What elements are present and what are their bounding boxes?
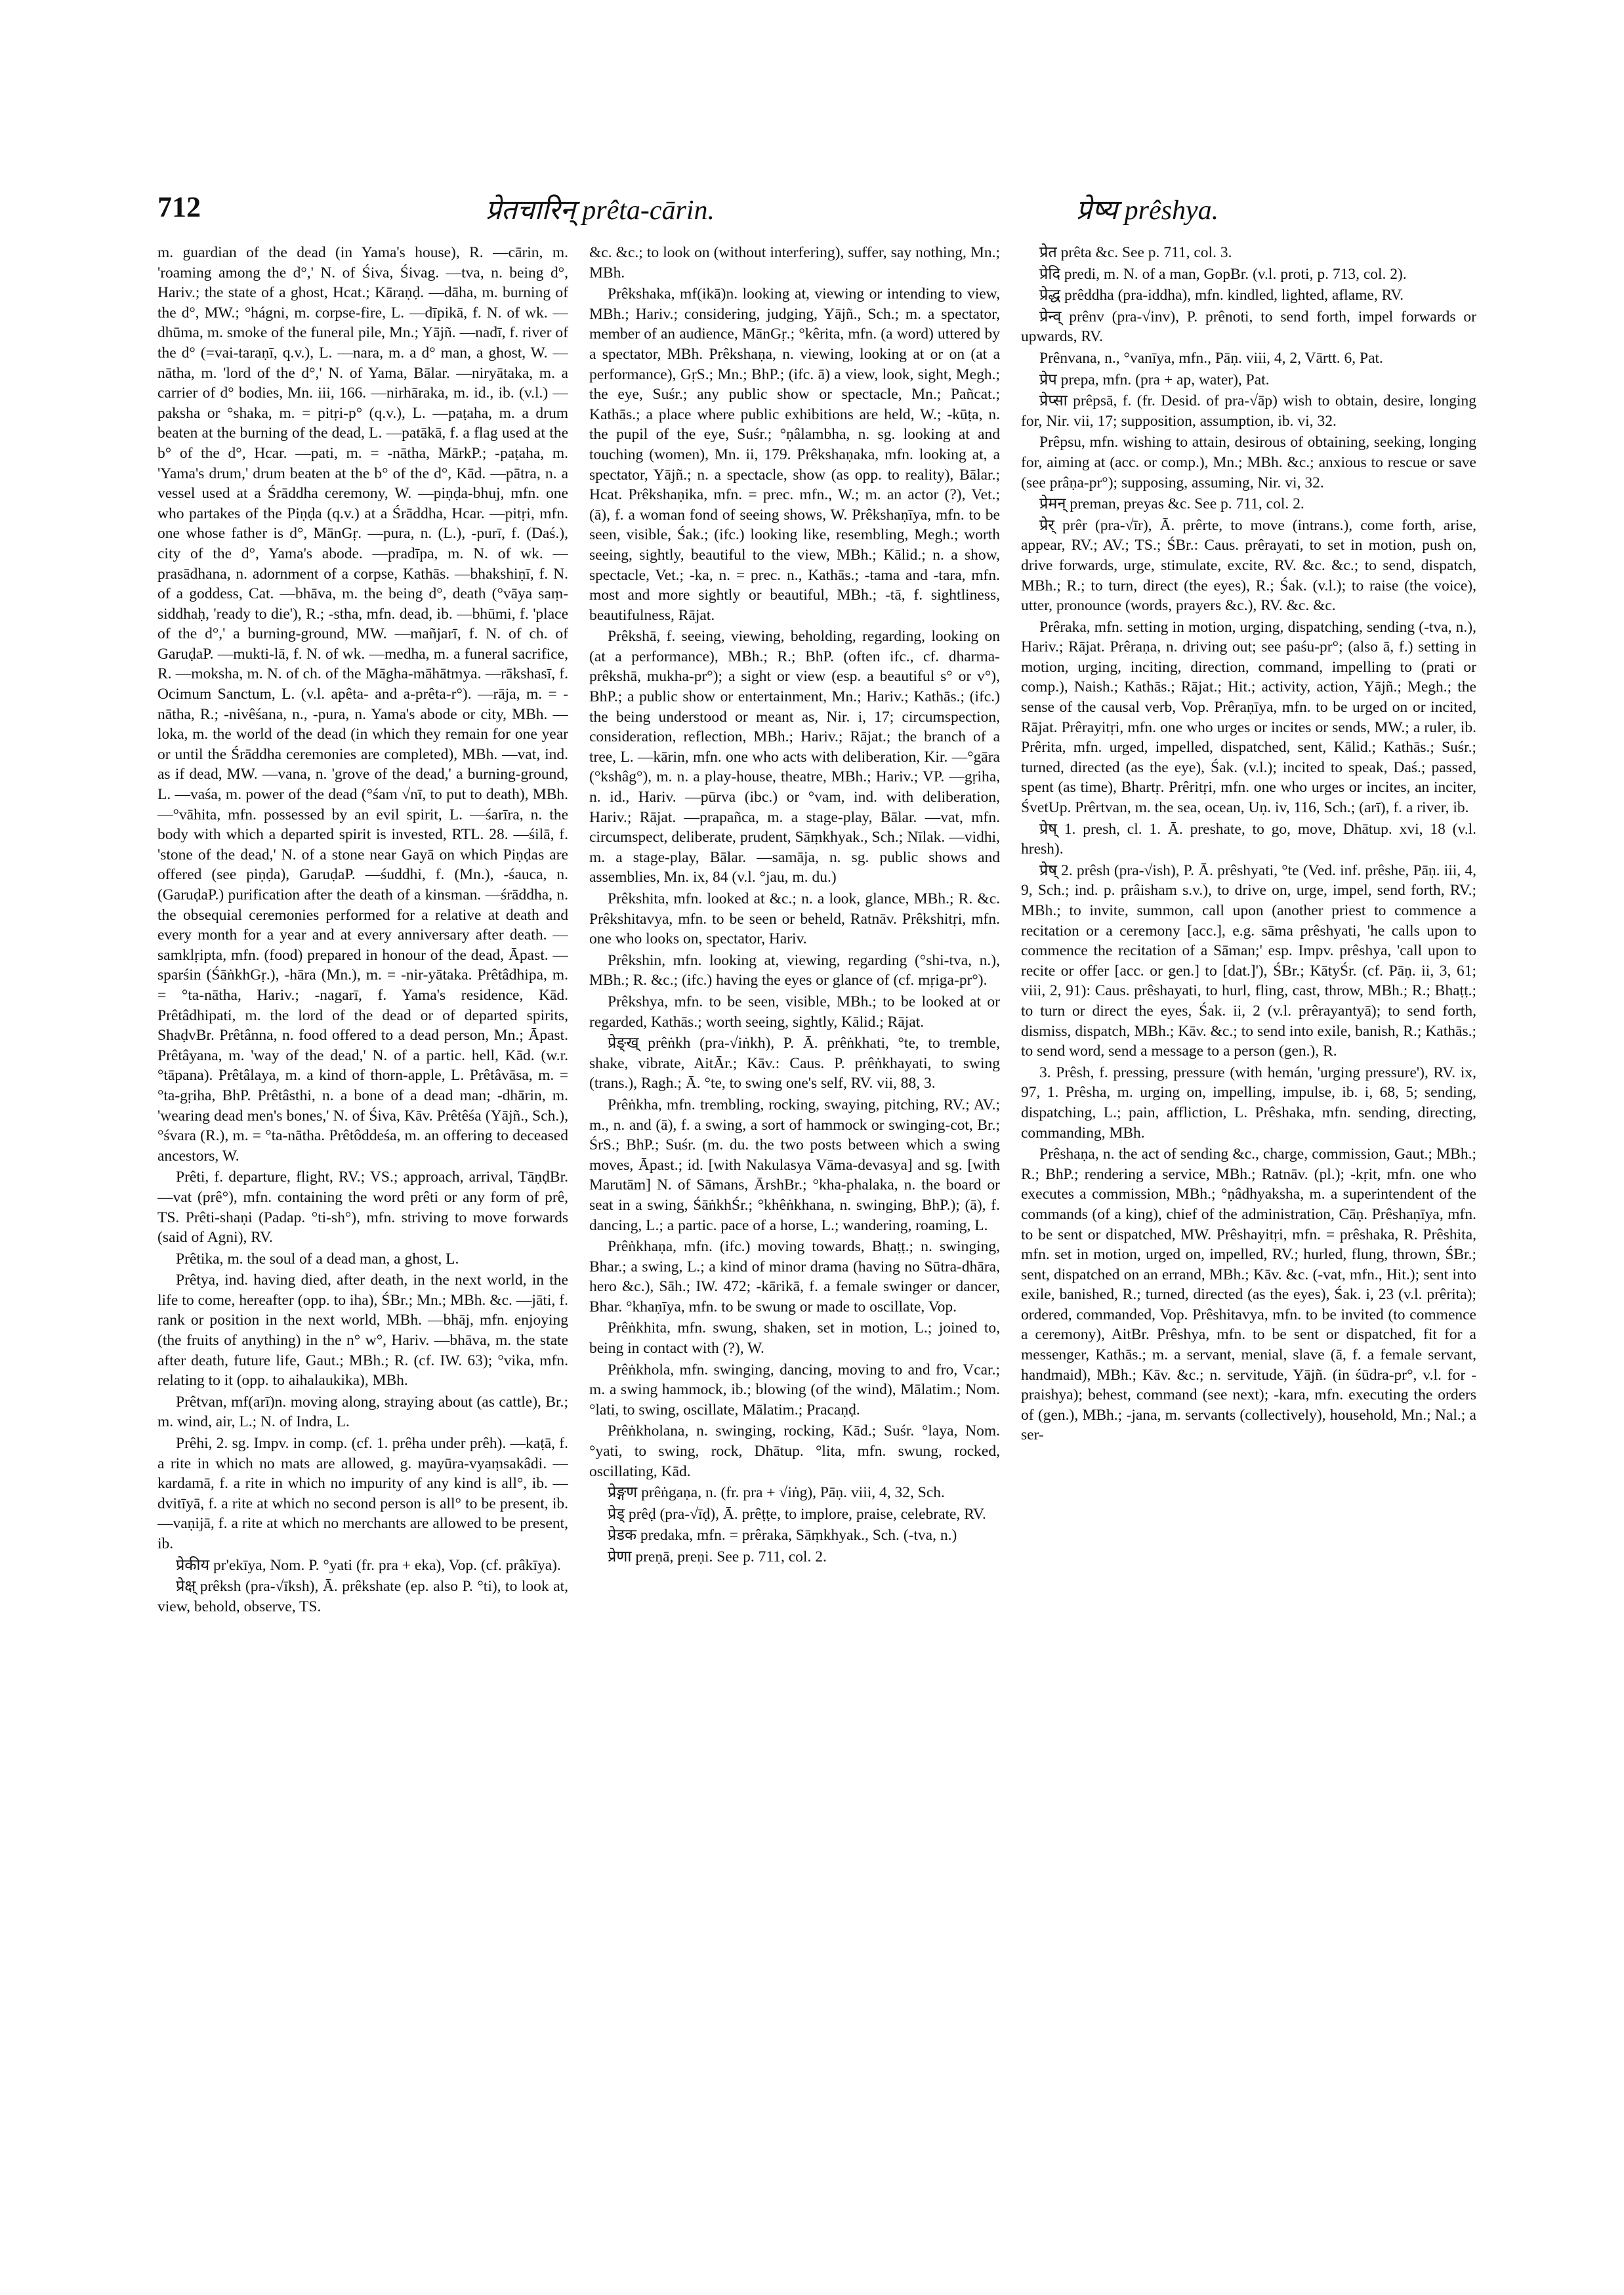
dictionary-entry: प्रेत prêta &c. See p. 711, col. 3. [1039, 244, 1232, 261]
dictionary-entry: 3. Prêsh, f. pressing, pressure (with hemán, 'urging pressure'), RV. ix, 97, 1. Prêsha, m. urging on, impelling, impulse, ib. i, 68, 5; sending, dispatching, L.; pain, affliction, L. Prêshaka, mfn. sending, directing, commanding, MBh. [1021, 1064, 1476, 1142]
dictionary-entry: प्रेदि predi, m. N. of a man, GopBr. (v.l. proti, p. 713, col. 2). [1039, 265, 1407, 283]
dictionary-entry: Prêkshaka, mf(ikā)n. looking at, viewing or intending to view, MBh.; Hariv.; considering, judging, Yājñ., Sch.; m. a spectator, member of an audience, MānGṛ.; °kêrita, mfn. (a word) uttered by a spectator, MBh. Prêkshaṇa, n. viewing, looking at or on (at a performance), GṛS.; Mn.; BhP.; (ifc. ā) a view, look, sight, Megh.; the eye, Suśr.; any public show or spectacle, Mn.; Pañcat.; Kathās.; a place where public exhibitions are held, W.; -kūṭa, n. the pupil of the eye, Suśr.; °ṇâlambha, n. sg. looking at and touching (women), Mn. ii, 179. Prêkshaṇaka, mfn. looking at, a spectator, Yājñ.; n. a spectacle, show (as opp. to reality), Bālar.; Hcat. Prêkshaṇika, mfn. = prec. mfn., W.; m. an actor (?), Vet.; (ā), f. a woman fond of seeing shows, W. Prêkshaṇīya, mfn. to be seen, visible, Śak.; (ifc.) looking like, resembling, Megh.; worth seeing, sightly, beautiful to the view, MBh.; Kālid.; n. a show, spectacle, Vet.; -ka, n. = prec. n., Kathās.; -tama and -tara, mfn. most and more sightly or beautiful, MBh.; -tā, f. sightliness, beautifulness, Rājat. [589, 285, 1000, 624]
dictionary-entry: प्रेक्ष् prêksh (pra-√īksh), Ā. prêkshate (ep. also P. °ti), to look at, view, behold, observe, TS. [157, 1578, 568, 1615]
dictionary-entry: Prêti, f. departure, flight, RV.; VS.; approach, arrival, TāṇḍBr. —vat (prê°), mfn. containing the word prêti or any form of prê, TS. Prêti-shaṇi (Padap. °ti-sh°), mfn. striving to move forwards (said of Agni), RV. [157, 1168, 568, 1247]
dictionary-entry: Prêraka, mfn. setting in motion, urging, dispatching, sending (-tva, n.), Hariv.; Rājat. Prêraṇa, n. driving out; see paśu-pr°; (also ā, f.) setting in motion, urging, inciting, direction, command, impelling to (prati or comp.), Naish.; Kathās.; Rājat.; Hit.; activity, action, Yājñ.; Megh.; the sense of the causal verb, Vop. Prêraṇīya, mfn. to be urged on or incited, Rājat. Prêrayitṛi, mfn. one who urges or incites or sends, MW.; a ruler, ib. Prêrita, mfn. urged, impelled, dispatched, sent, Kālid.; Kathās.; Suśr.; turned, directed (as the eye), Śak. (v.l.); incited to speak, Daś.; passed, spent (as time), Bhartṛ. Prêritṛi, mfn. one who urges or incites, an inciter, ŚvetUp. Prêrtvan, m. the sea, ocean, Uṇ. iv, 116, Sch.; (arī), f. a river, ib. [1021, 618, 1476, 817]
dictionary-entry: Prêkshya, mfn. to be seen, visible, MBh.; to be looked at or regarded, Kathās.; worth seeing, sightly, Kālid.; Rājat. [589, 993, 1000, 1031]
dictionary-entry: Prêṅkhaṇa, mfn. (ifc.) moving towards, Bhaṭṭ.; n. swinging, Bhar.; a swing, L.; a kind of minor drama (having no Sūtra-dhāra, hero &c.), Sāh.; IW. 472; -kārikā, f. a female swinger or dancer, Bhar. °khaṇīya, mfn. to be swung or made to oscillate, Vop. [589, 1238, 1000, 1315]
dictionary-entry: प्रेद्ध prêddha (pra-iddha), mfn. kindled, lighted, aflame, RV. [1039, 287, 1404, 304]
dictionary-entry: प्रेप prepa, mfn. (pra + ap, water), Pat. [1039, 371, 1270, 388]
dictionary-entry: Prêṅkhita, mfn. swung, shaken, set in motion, L.; joined to, being in contact with (?), W. [589, 1319, 1000, 1357]
dictionary-entry: प्रेणा preṇā, preṇi. See p. 711, col. 2. [608, 1548, 827, 1565]
dictionary-entry: Prênvana, n., °vanīya, mfn., Pāṇ. viii, 4, 2, Vārtt. 6, Pat. [1039, 349, 1383, 367]
dictionary-entry: Prêpsu, mfn. wishing to attain, desirous of obtaining, seeking, longing for, aiming at (acc. or comp.), Mn.; MBh. &c.; anxious to rescue or save (see prâṇa-pr°); supposing, assuming, Nir. vi, 32. [1021, 434, 1476, 491]
page-header [157, 190, 1476, 230]
dictionary-entry: प्रेङ्ख् prêṅkh (pra-√iṅkh), P. Ā. prêṅkhati, °te, to tremble, shake, vibrate, AitĀr.; Kāv.: Caus. P. prêṅkhayati, to swing (trans.), Ragh.; Ā. °te, to swing one's self, RV. vii, 88, 3. [589, 1035, 1000, 1092]
dictionary-entry: &c. &c.; to look on (without interfering), suffer, say nothing, Mn.; MBh. [589, 244, 1000, 281]
dictionary-entry: Prêṅkha, mfn. trembling, rocking, swaying, pitching, RV.; AV.; m., n. and (ā), f. a swing, a sort of hammock or swinging-cot, Br.; ŚrS.; BhP.; Suśr. (m. du. the two posts between which a swing moves, Āpast.; id. [with Nakulasya Vāma-devasya] and sg. [with Marutām] N. of Sāmans, ĀrshBr.; °kha-phalaka, n. the board or seat in a swing, ŚāṅkhŚr.; °khêṅkhana, n. swinging, BhP.); (ā), f. dancing, L.; a partic. pace of a horse, L.; wandering, roaming, L. [589, 1096, 1000, 1234]
dictionary-entry: Prêhi, 2. sg. Impv. in comp. (cf. 1. prêha under prêh). —kaṭā, f. a rite in which no mats are allowed, g. mayūra-vyaṃsakâdi. —kardamā, f. a rite in which no impurity of any kind is all°, ib. —dvitīyā, f. a rite at which no second person is all° to be present, ib. —vaṇijā, f. a rite at which no merchants are allowed to be present, ib. [157, 1435, 568, 1552]
dictionary-entry: Prêṅkholana, n. swinging, rocking, Kād.; Suśr. °laya, Nom. °yati, to swing, rock, Dhātup. °lita, mfn. swung, rocked, oscillating, Kād. [589, 1422, 1000, 1480]
column-3 [1021, 243, 1476, 2264]
dictionary-entry: Prêtvan, mf(arī)n. moving along, straying about (as cattle), Br.; m. wind, air, L.; N. of Indra, L. [157, 1393, 568, 1431]
dictionary-entry: Prêkshā, f. seeing, viewing, beholding, regarding, looking on (at a performance), MBh.; R.; BhP. (often ifc., cf. dharma-prêkshā, mukha-pr°); a sight or view (esp. a beautiful s° or v°), BhP.; a public show or entertainment, Mn.; Hariv.; Kathās.; (ifc.) the being understood or meant as, Nir. i, 17; circumspection, consideration, reflection, MBh.; Hariv.; Rājat.; the branch of a tree, L. —kārin, mfn. one who acts with deliberation, Kir. —°gāra (°kshâg°), m. n. a play-house, theatre, MBh.; Hariv.; VP. —gṛiha, n. id., Hariv. —pūrva (ibc.) or °vam, ind. with deliberation, Hariv.; Rājat. —prapañca, m. a stage-play, Bālar. —vat, mfn. circumspect, deliberate, prudent, Sāṃkhyak., Sch.; Nīlak. —vidhi, m. a stage-play, Bālar. —samāja, n. sg. public shows and assemblies, Mn. ix, 84 (v.l. °jau, m. du.) [589, 628, 1000, 886]
dictionary-entry: प्रेष् 1. presh, cl. 1. Ā. preshate, to go, move, Dhātup. xvi, 18 (v.l. hresh). [1021, 820, 1476, 858]
dictionary-entry: Prêkshita, mfn. looked at &c.; n. a look, glance, MBh.; R. &c. Prêkshitavya, mfn. to be seen or beheld, Ratnāv. Prêkshitṛi, mfn. one who looks on, spectator, Hariv. [589, 890, 1000, 948]
dictionary-entry: प्रेर् prêr (pra-√īr), Ā. prêrte, to move (intrans.), come forth, arise, appear, RV.; AV.; TS.; ŚBr.: Caus. prêrayati, to set in motion, push on, drive forwards, urge, stimulate, excite, RV. &c. &c.; to send, dispatch, MBh.; R.; to turn, direct (the eyes), R.; Śak. (v.l.); to raise (the voice), utter, pronounce (words, prayers &c.), RV. &c. &c. [1021, 516, 1476, 615]
dictionary-entry: प्रेष् 2. prêsh (pra-√ish), P. Ā. prêshyati, °te (Ved. inf. prêshe, Pāṇ. iii, 4, 9, Sch.; ind. p. prâisham s.v.), to drive on, urge, impel, send forth, RV.; MBh.; to invite, summon, call upon (another priest to commence a recitation or a ceremony [acc.], e.g. sāma prêshyati, 'he calls upon to commence the recitation of a Sāman;' esp. Impv. prêshya, 'call upon to recite or offer [acc. or gen.] to [dat.]'), ŚBr.; KātyŚr. (cf. Pāṇ. ii, 3, 61; viii, 2, 91): Caus. prêshayati, to hurl, fling, cast, throw, MBh.; R.; Bhaṭṭ.; to turn or direct the eyes, Śak. ii, 2 (v.l. prêrayantyā); to send forth, dismiss, dispatch, MBh.; Kāv. &c.; to send into exile, banish, R.; Kathās.; to send word, send a message to a person (gen.), R. [1021, 861, 1476, 1060]
dictionary-entry: Prêṅkhola, mfn. swinging, dancing, moving to and fro, Vcar.; m. a swing hammock, ib.; blowing (of the wind), Mālatim.; Nom. °lati, to swing, oscillate, Mālatim.; Pracaṇḍ. [589, 1361, 1000, 1418]
dictionary-entry: Prêkshin, mfn. looking at, viewing, regarding (°shi-tva, n.), MBh.; R. &c.; (ifc.) having the eyes or glance of (cf. mṛiga-pr°). [589, 951, 1000, 989]
column-1 [157, 243, 568, 2264]
dictionary-entry: प्रेप्सा prêpsā, f. (fr. Desid. of pra-√āp) wish to obtain, desire, longing for, Nir. vii, 17; supposition, assumption, ib. vi, 32. [1021, 392, 1476, 430]
dictionary-entry: प्रेड् prêḍ (pra-√īḍ), Ā. prêṭṭe, to implore, praise, celebrate, RV. [608, 1505, 986, 1523]
dictionary-entry: प्रेकीय pr'ekīya, Nom. P. °yati (fr. pra + eka), Vop. (cf. prâkīya). [176, 1556, 561, 1574]
dictionary-entry: प्रेमन् preman, preyas &c. See p. 711, col. 2. [1039, 495, 1304, 513]
dictionary-entry: Prêshaṇa, n. the act of sending &c., charge, commission, Gaut.; MBh.; R.; BhP.; rendering a service, MBh.; Ratnāv. (pl.); -kṛit, mfn. one who executes a commission, MBh.; °ṇâdhyaksha, m. a superintendent of the commands (of a king), chief of the administration, Cāṇ. Prêshaṇīya, mfn. to be sent or dispatched, MW. Prêshayitṛi, mfn. = prêshaka, R. Prêshita, mfn. set in motion, urged on, impelled, RV.; hurled, flung, thrown, ŚBr.; sent, dispatched on an errand, MBh.; Kāv. &c. (-vat, mfn., Hit.); sent into exile, banished, R.; turned, directed (as the eyes), Śak. i, 23 (v.l. prêrita); ordered, commanded, Vop. Prêshitavya, mfn. to be invited (to commence a ceremony), AitBr. Prêshya, mfn. to be sent or dispatched, fit for a messenger, Kathās.; m. a servant, menial, slave (ā, f. a female servant, handmaid), MBh.; Kāv. &c.; n. servitude, Yājñ. (in śūdra-pr°, v.l. for -praishya); behest, command (see next); -kara, mfn. executing the orders of (gen.), MBh.; -jana, m. servants (collectively), household, Mn.; Nal.; a ser- [1021, 1146, 1476, 1444]
left-guide-word: प्रेतचारिन् prêta-cārin. [486, 196, 715, 226]
dictionary-entry: प्रेन्व् prênv (pra-√inv), P. prênoti, to send forth, impel forwards or upwards, RV. [1021, 308, 1476, 346]
page-number: 712 [157, 191, 201, 223]
dictionary-entry: m. guardian of the dead (in Yama's house), R. —cārin, m. 'roaming among the d°,' N. of Śiva, Śivag. —tva, n. being d°, Hariv.; the state of a ghost, Hcat.; Kāraṇḍ. —dāha, m. burning of the d°, MW.; °hágni, m. corpse-fire, L. —dīpikā, f. N. of wk. —dhūma, m. smoke of the funeral pile, Mn.; Yājñ. —nadī, f. river of the d° (=vai-taraṇī, q.v.), L. —nara, m. a d° man, a ghost, W. —nātha, m. 'lord of the d°,' N. of Yama, Bālar. —niryātaka, m. a carrier of d° bodies, Mn. iii, 166. —nirhāraka, m. id., ib. (v.l.) —paksha or °shaka, m. = pitṛi-p° (q.v.), L. —paṭaha, m. a drum beaten at the burning of the dead, L. —patākā, f. a flag used at the b° of the d°, Hcar. —pati, m. = -nātha, MārkP.; -paṭaha, m. 'Yama's drum,' drum beaten at the b° of the d°, Kād. —pātra, n. a vessel used at a Śrāddha ceremony, W. —piṇḍa-bhuj, mfn. one who partakes of the Piṇḍa (q.v.) at a Śrāddha, Hcar. —pitṛi, mfn. one whose father is d°, MānGṛ. —pura, n. (L.), -purī, f. (Daś.), city of the d°, Yama's abode. —pradīpa, m. N. of wk. —prasādhana, n. adornment of a corpse, Kathās. —bhakshiṇī, f. N. of a goddess, Cat. —bhāva, m. the being d°, death (°vāya saṃ-siddhaḥ, 'ready to die'), R.; -stha, mfn. dead, ib. —bhūmi, f. 'place of the d°,' a burning-ground, MW. —mañjarī, f. N. of ch. of GaruḍaP. —mukti-lā, f. N. of wk. —medha, m. a funeral sacrifice, R. —moksha, m. N. of ch. of the Māgha-māhātmya. —rākshasī, f. Ocimum Sanctum, L. (v.l. apêta- and a-prêta-r°). —rāja, m. = -nātha, R.; -nivêśana, n., -pura, n. Yama's abode or city, MBh. —loka, m. the world of the dead (in which they remain for one year or until the Śrāddha ceremonies are completed), MBh. —vat, ind. as if dead, MW. —vana, n. 'grove of the dead,' a burning-ground, L. —vaśa, m. power of the dead (°śam √nī, to put to death), MBh. —°vāhita, mfn. possessed by an evil spirit, L. —śarīra, n. the body with which a departed spirit is invested, RTL. 28. —śilā, f. 'stone of the dead,' N. of a stone near Gayā on which Piṇḍas are offered (see piṇḍa), GaruḍaP. —śuddhi, f. (Mn.), -śauca, n. (GaruḍaP.) purification after the death of a kinsman. —śrāddha, n. the obsequial ceremonies performed for a relative at death and every month for a year and at every anniversary after death. —samklṛipta, mfn. (food) prepared in honour of the dead, Āpast. —sparśin (ŚāṅkhGṛ.), -hāra (Mn.), m. = -nir-yātaka. Prêtâdhipa, m. = °ta-nātha, Hariv.; -nagarī, f. Yama's residence, Kād. Prêtâdhipati, m. the lord of the dead or of departed spirits, ShaḍvBr. Prêtânna, n. food offered to a dead person, Mn.; Āpast. Prêtâyana, m. 'way of the dead,' N. of a partic. hell, Kād. (w.r. °tāpana). Prêtâlaya, m. a kind of thorn-apple, L. Prêtâvāsa, m. = °ta-gṛiha, BhP. Prêtâsthi, n. a bone of a dead man; -dhārin, m. 'wearing dead men's bones,' N. of Śiva, Kāv. Prêtêśa (Yājñ., Sch.), °śvara (R.), m. = °ta-nātha. Prêtôddeśa, m. an offering to deceased ancestors, W. [157, 244, 568, 1165]
dictionary-entry: प्रेडक predaka, mfn. = prêraka, Sāṃkhyak., Sch. (-tva, n.) [608, 1527, 957, 1544]
right-guide-word: प्रेष्य prêshya. [1076, 196, 1219, 226]
dictionary-entry: Prêtika, m. the soul of a dead man, a ghost, L. [176, 1250, 459, 1268]
dictionary-entry: Prêtya, ind. having died, after death, in the next world, in the life to come, hereafter (opp. to iha), ŚBr.; Mn.; MBh. &c. —jāti, f. rank or position in the next world, MBh. —bhāj, mfn. enjoying (the fruits of anything) in the n° w°, Hariv. —bhāva, m. the state after death, future life, Gaut.; MBh.; R. (cf. IW. 63); °vika, mfn. relating to it (opp. to aihalaukika), MBh. [157, 1272, 568, 1390]
dictionary-entry: प्रेङ्गण prêṅgaṇa, n. (fr. pra + √iṅg), Pāṇ. viii, 4, 32, Sch. [608, 1484, 945, 1502]
column-2 [589, 243, 1000, 2264]
